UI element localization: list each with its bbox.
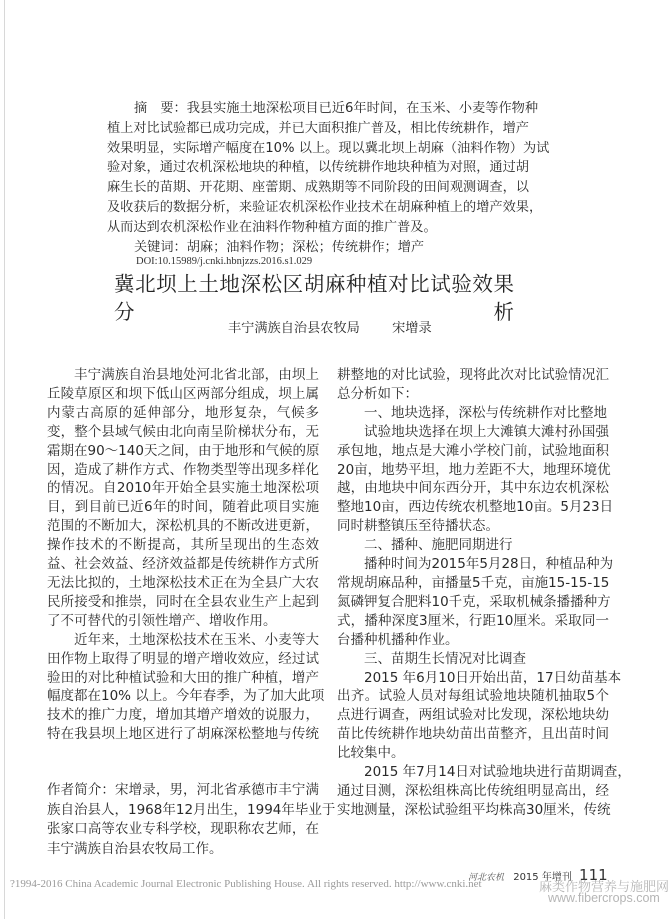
paragraph-line: 的情况。自2010年开始全县实施土地深松项 — [47, 480, 319, 497]
author-name: 宋增录 — [392, 321, 432, 336]
paragraph-line: 点进行调查，两组试验对比发现，深松地块幼 — [337, 707, 609, 724]
paragraph-line: 因，造成了耕作方式、作物类型等出现多样化 — [47, 461, 319, 478]
abstract-line: 效果明显，实际增产幅度在10% 以上。现以冀北坝上胡麻（油料作物）为试 — [107, 140, 550, 156]
paragraph-line: 变，整个县域气候由北向南呈阶梯状分布，无 — [47, 423, 319, 440]
paragraph-line: 内蒙古高原的延伸部分，地形复杂，气候多 — [47, 404, 319, 421]
paragraph-line: 承包地，地点是大滩小学校门前，试验地面积 — [337, 442, 609, 459]
author-bio — [47, 781, 336, 859]
abstract-line: 及收获后的数据分析，来验证农机深松作业技术在胡麻种植上的增产效果， — [107, 199, 543, 215]
copyright-notice: ?1994-2016 China Academic Journal Electronic Publishing House. All rights reserved. http://www.cnki.net — [10, 878, 482, 890]
paragraph-line: 幅度都在10% 以上。今年春季，为了加大此项 — [47, 688, 325, 705]
paragraph-line: 20亩，地势平坦，地力差距不大，地理环境优 — [337, 461, 611, 478]
paragraph-line: 总分析如下： — [337, 385, 418, 402]
paragraph-line: 出齐。试验人员对每组试验地块随机抽取5个 — [337, 688, 609, 705]
paragraph-line: 验田的对比种植试验和大田的推广种植，增产 — [47, 669, 319, 686]
paragraph-line: 苗比传统耕作地块幼苗出苗整齐，且出苗时间 — [337, 726, 609, 743]
section-heading: 二、播种、施肥同期进行 — [364, 537, 513, 554]
paragraph-line: 2015 年7月14日对试验地块进行苗期调查， — [364, 764, 631, 781]
article-title: 冀北坝上土地深松区胡麻种植对比试验效果分析 — [114, 272, 514, 324]
journal-logo: 河北农机 — [468, 873, 505, 883]
paragraph-line: 霜期在90～140天之间，由于地形和气候的原 — [47, 442, 320, 459]
paragraph-line: 播种时间为2015年5月28日，种植品种为 — [364, 556, 614, 573]
paragraph-line: 了不可替代的引领性增产、增收作用。 — [47, 612, 277, 629]
doi: DOI:10.15989/j.cnki.hbnjzzs.2016.s1.029 — [136, 256, 313, 267]
author-bio-line: 作者简介：宋增录，男，河北省承德市丰宁满 — [47, 782, 319, 798]
paragraph-line: 丰宁满族自治县地处河北省北部，由坝上 — [74, 367, 319, 383]
paragraph-line: 近年来，土地深松技术在玉米、小麦等大 — [74, 631, 319, 648]
abstract-line: 验对象，通过农机深松地块的种植，以传统耕作地块种植为对照，通过胡 — [107, 160, 529, 176]
paragraph-line: 通过目测，深松组株高比传统组明显高出，经 — [337, 782, 609, 799]
right-column — [337, 366, 631, 820]
watermark-text: 麻类作物营养与施肥网 — [539, 880, 670, 895]
keywords: 关键词：胡麻；油料作物；深松；传统耕作；增产 — [134, 239, 425, 255]
paragraph-line: 无法比拟的，土地深松技术正在为全县广大农 — [47, 574, 319, 591]
journal-issue: 2015 年增刊 — [513, 872, 572, 883]
section-heading: 三、苗期生长情况对比调查 — [364, 650, 526, 667]
paragraph-line: 整地10亩，西边传统农机整地10亩。5月23日 — [337, 499, 614, 516]
left-column — [47, 366, 325, 744]
watermark-url: www.fibercrops.com — [548, 891, 660, 905]
author-bio-line: 张家口高等农业专科学校，现职称农艺师，在 — [47, 821, 319, 838]
paragraph-line: 益、社会效益、经济效益都是传统耕作方式所 — [47, 556, 319, 573]
abstract-line: 摘 要：我县实施土地深松项目已近6年时间，在玉米、小麦等作物种 — [134, 101, 539, 116]
author-bio-line: 族自治县人，1968年12月出生，1994年毕业于 — [47, 801, 336, 818]
paragraph-line: 操作技术的不断提高，其所呈现出的生态效 — [47, 537, 319, 554]
paragraph-line: 台播种机播种作业。 — [337, 631, 459, 648]
page-number: 111 — [579, 866, 608, 884]
paragraph-line: 实地测量，深松试验组平均株高30厘米，传统 — [337, 801, 611, 818]
paragraph-line: 2015 年6月10日开始出苗，17日幼苗基本 — [364, 669, 622, 686]
page-edge-line — [4, 0, 5, 919]
paragraph-line: 同时耕整镇压至待播状态。 — [337, 518, 499, 535]
abstract-line: 植上对比试验都已成功完成，并已大面积推广普及，相比传统耕作，增产 — [107, 120, 529, 136]
author-affiliation: 丰宁满族自治县农牧局 — [228, 321, 360, 336]
paragraph-line: 丘陵草原区和坝下低山区两部分组成，坝上属 — [47, 385, 319, 402]
abstract — [107, 99, 550, 257]
section-heading: 一、地块选择，深松与传统耕作对比整地 — [364, 404, 607, 421]
abstract-line: 从而达到农机深松作业在油料作物种植方面的推广普及。 — [107, 219, 437, 235]
author-line — [228, 317, 460, 336]
paragraph-line: 比较集中。 — [337, 745, 405, 762]
paragraph-line: 田作物上取得了明显的增产增收效应，经过试 — [47, 650, 319, 667]
paragraph-line: 试验地块选择在坝上大滩镇大滩村孙国强 — [364, 423, 609, 440]
paragraph-line: 式，播种深度3厘米，行距10厘米。采取同一 — [337, 612, 609, 629]
paragraph-line: 越，由地块中间东西分开，其中东边农机深松 — [337, 480, 609, 497]
paragraph-line: 常规胡麻品种，亩播量5千克，亩施15-15-15 — [337, 574, 610, 591]
author-bio-line: 丰宁满族自治县农牧局工作。 — [47, 840, 223, 857]
paragraph-line: 范围的不断加大，深松机具的不断改进更新， — [47, 518, 319, 535]
paragraph-line: 耕整地的对比试验，现将此次对比试验情况汇 — [337, 367, 609, 383]
paragraph-line: 氮磷钾复合肥料10千克，采取机械条播播种方 — [337, 593, 611, 610]
abstract-line: 麻生长的苗期、开花期、座蕾期、成熟期等不同阶段的田间观测调查，以 — [107, 180, 529, 196]
paragraph-line: 民所接受和推崇，同时在全县农业生产上起到 — [47, 593, 319, 610]
paragraph-line: 目，到目前已近6年的时间，随着此项目实施 — [47, 499, 319, 516]
paragraph-line: 技术的推广力度，增加其增产增效的说服力， — [47, 707, 319, 724]
paragraph-line: 特在我县坝上地区进行了胡麻深松整地与传统 — [47, 726, 319, 743]
